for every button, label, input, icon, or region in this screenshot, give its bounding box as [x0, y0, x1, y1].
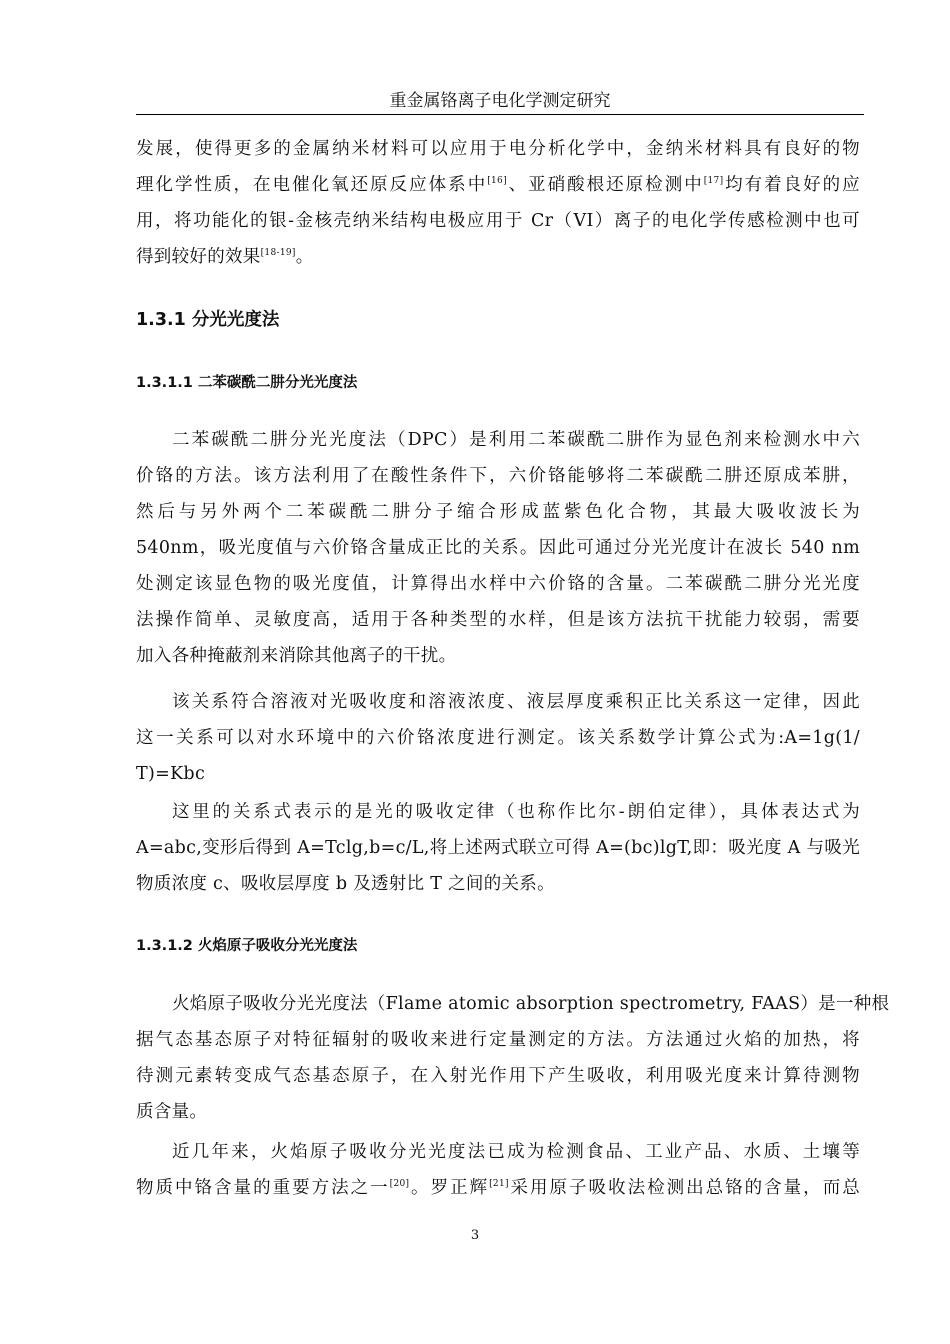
paragraph-faas-applications: [136, 1134, 860, 1206]
text-line: 540nm，吸光度值与六价铬含量成正比的关系。因此可通过分光光度计在波长 540 nm: [136, 538, 860, 558]
text-line: A=abc,变形后得到 A=Tclg,b=c/L,将上述两式联立可得 A=(bc)lgT,即：吸光度 A 与吸光: [136, 838, 860, 858]
text-line: 物质浓度 c、吸收层厚度 b 及透射比 T 之间的关系。: [136, 874, 555, 894]
text-line: 据气态基态原子对特征辐射的吸收来进行定量测定的方法。方法通过火焰的加热，将: [136, 1030, 860, 1050]
text-line: 处测定该显色物的吸光度值，计算得出水样中六价铬的含量。二苯碳酰二肼分光光度: [136, 574, 860, 594]
text-line: 得到较好的效果[18-19]。: [136, 247, 314, 267]
citation-ref: [21]: [489, 1179, 509, 1189]
text-line: 法操作简单、灵敏度高，适用于各种类型的水样，但是该方法抗干扰能力较弱，需要: [136, 610, 860, 630]
citation-ref: [20]: [389, 1179, 410, 1189]
text-line: 然后与另外两个二苯碳酰二肼分子缩合形成蓝紫色化合物，其最大吸收波长为: [136, 502, 860, 522]
text-line: T)=Kbc: [136, 764, 206, 784]
text-line: 火焰原子吸收分光光度法（Flame atomic absorption spectrometry, FAAS）是一种根: [172, 994, 890, 1014]
running-header: 重金属铬离子电化学测定研究: [389, 91, 611, 111]
text-line: 待测元素转变成气态基态原子，在入射光作用下产生吸收，利用吸光度来计算待测物: [136, 1066, 860, 1086]
text-line: 理化学性质，在电催化氧还原反应体系中[16]、亚硝酸根还原检测中[17]均有着良好的应: [136, 175, 860, 195]
subsection-heading: 1.3.1.2 火焰原子吸收分光光度法: [136, 938, 358, 954]
header-divider: [136, 114, 864, 115]
paragraph-dpc-method: [136, 422, 860, 674]
section-heading: 1.3.1 分光光度法: [136, 310, 280, 330]
text-line: 这里的关系式表示的是光的吸收定律（也称作比尔-朗伯定律），具体表达式为: [172, 802, 860, 822]
paragraph-faas-intro: [136, 986, 890, 1130]
text-line: 近几年来，火焰原子吸收分光光度法已成为检测食品、工业产品、水质、土壤等: [172, 1142, 860, 1162]
text-line: 二苯碳酰二肼分光光度法（DPC）是利用二苯碳酰二肼作为显色剂来检测水中六: [172, 430, 860, 450]
citation-ref: [18-19]: [260, 248, 296, 258]
page-number: 3: [470, 1228, 480, 1243]
text-line: 加入各种掩蔽剂来消除其他离子的干扰。: [136, 646, 457, 666]
text-line: 价铬的方法。该方法利用了在酸性条件下，六价铬能够将二苯碳酰二肼还原成苯肼，: [136, 466, 860, 486]
citation-ref: [16]: [487, 176, 507, 186]
text-line: 质含量。: [136, 1102, 208, 1122]
citation-ref: [17]: [703, 176, 724, 186]
text-line: 物质中铬含量的重要方法之一[20]。罗正辉[21]采用原子吸收法检测出总铬的含量，而总: [136, 1178, 861, 1198]
text-line: 发展，使得更多的金属纳米材料可以应用于电分析化学中，金纳米材料具有良好的物: [136, 139, 860, 159]
paragraph-intro-continued: [136, 131, 860, 275]
paragraph-absorbance-relation: [136, 684, 860, 792]
text-line: 用，将功能化的银-金核壳纳米结构电极应用于 Cr（VI）离子的电化学传感检测中也可: [136, 211, 860, 231]
text-line: 该关系符合溶液对光吸收度和溶液浓度、液层厚度乘积正比关系这一定律，因此: [172, 692, 860, 712]
text-line: 这一关系可以对水环境中的六价铬浓度进行测定。该关系数学计算公式为:A=1g(1/: [136, 728, 860, 748]
paragraph-beer-lambert: [136, 794, 860, 902]
subsection-heading: 1.3.1.1 二苯碳酰二肼分光光度法: [136, 375, 358, 391]
